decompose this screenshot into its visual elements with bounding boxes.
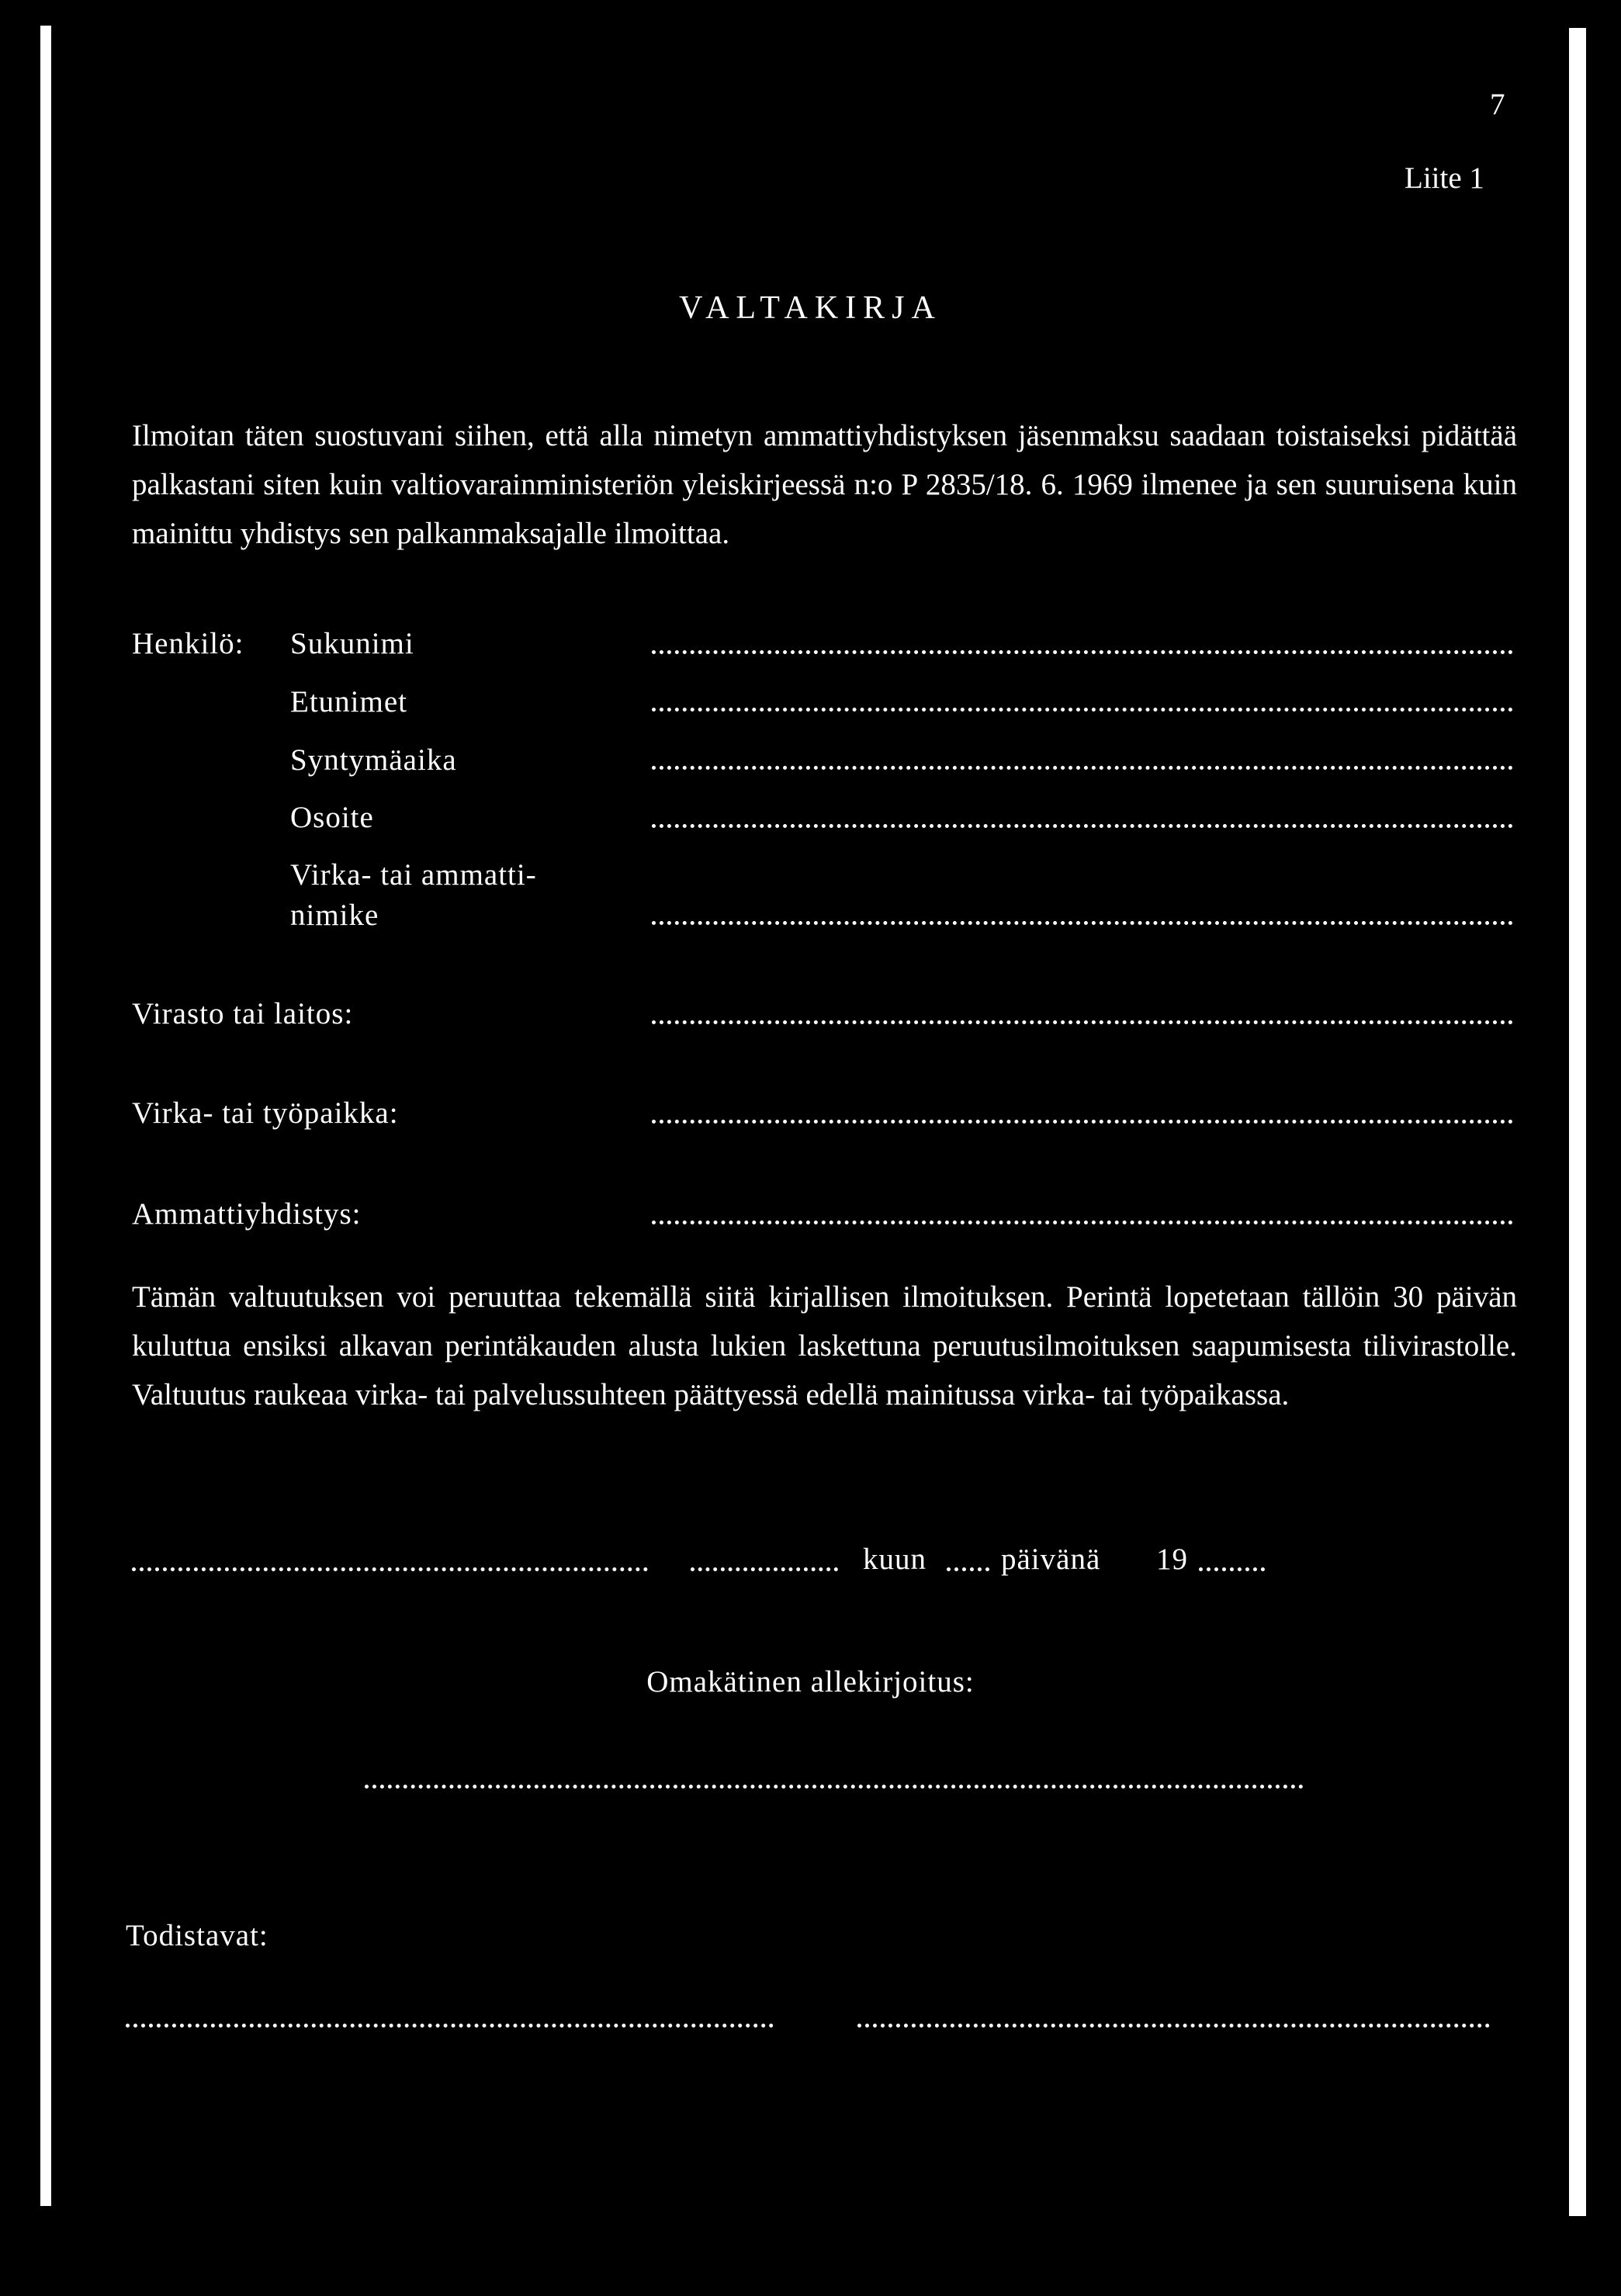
witnesses-label: Todistavat: xyxy=(126,1919,268,1952)
job-title-label-line1: Virka- tai ammatti- xyxy=(290,858,537,892)
notice-paragraph: Tämän valtuutuksen voi peruuttaa tekemällä siitä kirjallisen ilmoituksen. Perintä lopetetaan tällöin 30 päivän kuluttua ensiksi alkavan perintäkauden alusta lukien laskettuna peruutusilmoituksen saapumisesta tilivirastolle. Valtuutus raukeaa virka- tai palvelussuhteen päättyessä edellä mainitussa virka- tai työpaikassa. xyxy=(132,1280,1517,1411)
signature-label: Omakätinen allekirjoitus: xyxy=(646,1665,975,1699)
birth-date-label: Syntymäaika xyxy=(290,743,457,777)
union-field[interactable] xyxy=(652,1221,1513,1228)
witness-2-field[interactable] xyxy=(857,2024,1490,2031)
birth-date-field[interactable] xyxy=(652,766,1513,773)
person-heading: Henkilö: xyxy=(132,627,244,660)
place-field[interactable] xyxy=(132,1567,648,1574)
day-word: päivänä xyxy=(1001,1543,1101,1576)
year-field[interactable] xyxy=(1199,1567,1265,1574)
month-field[interactable] xyxy=(947,1567,989,1574)
surname-label: Sukunimi xyxy=(290,627,414,660)
union-label: Ammattiyhdistys: xyxy=(132,1197,362,1231)
job-title-label-line2: nimike xyxy=(290,899,379,932)
right-edge-bar xyxy=(1569,28,1586,2216)
workplace-label: Virka- tai työpaikka: xyxy=(132,1096,399,1130)
page-number: 7 xyxy=(1490,88,1505,121)
witness-1-field[interactable] xyxy=(126,2024,774,2031)
surname-field[interactable] xyxy=(652,650,1513,657)
office-field[interactable] xyxy=(652,1020,1513,1027)
first-names-field[interactable] xyxy=(652,708,1513,715)
workplace-field[interactable] xyxy=(652,1120,1513,1127)
year-prefix: 19 xyxy=(1156,1543,1188,1576)
address-label: Osoite xyxy=(290,801,374,834)
day-field[interactable] xyxy=(691,1567,838,1574)
signature-field[interactable] xyxy=(365,1785,1304,1792)
office-label: Virasto tai laitos: xyxy=(132,997,354,1030)
document-title: VALTAKIRJA xyxy=(679,290,942,326)
job-title-field[interactable] xyxy=(652,921,1513,928)
left-edge-bar xyxy=(40,26,51,2206)
first-names-label: Etunimet xyxy=(290,685,407,719)
address-field[interactable] xyxy=(652,824,1513,831)
month-word: kuun xyxy=(863,1543,927,1576)
appendix-label: Liite 1 xyxy=(1405,161,1484,195)
intro-paragraph: Ilmoitan täten suostuvani siihen, että alla nimetyn ammattiyhdistyksen jäsenmaksu saadaan toistaiseksi pidättää palkastani siten kuin valtiovarainministeriön yleiskirjeessä n:o P 2835/18. 6. 1969 ilmenee ja sen suuruisena kuin mainittu yhdistys sen palkanmaksajalle ilmoittaa. xyxy=(132,419,1517,550)
